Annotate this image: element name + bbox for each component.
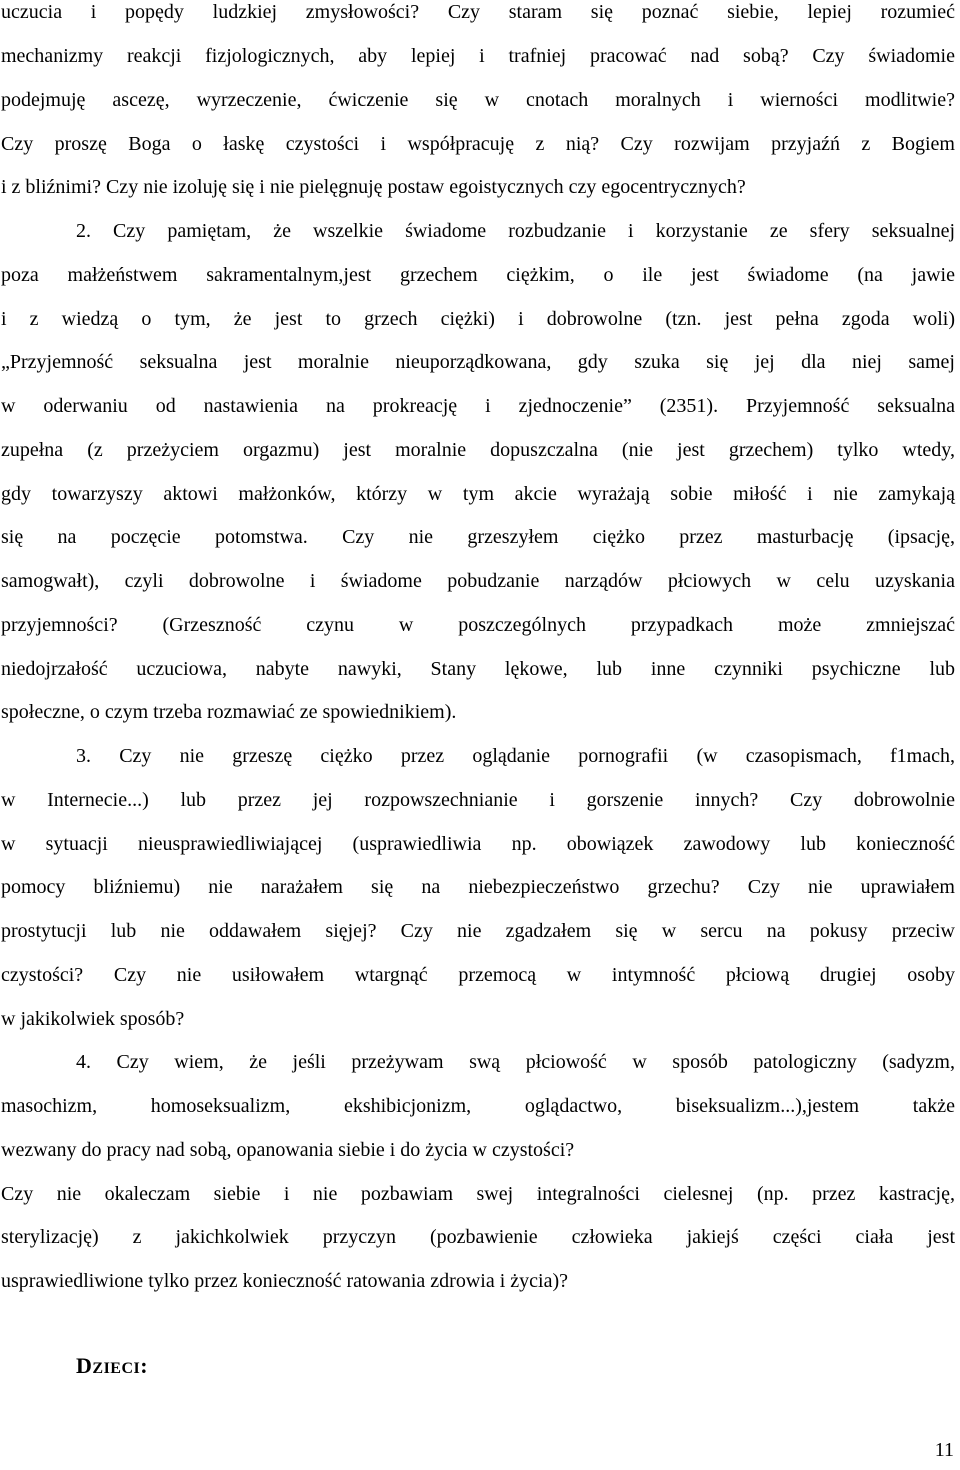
text-line: „Przyjemność seksualna jest moralnie nieuporządkowana, gdy szuka się jej dla niej samej (1, 351, 955, 373)
text-line: 3. Czy nie grzeszę ciężko przez oglądanie pornografii (w czasopismach, f1mach, (76, 745, 955, 767)
text-line: i z bliźnimi? Czy nie izoluję się i nie pielęgnuję postaw egoistycznych czy egocentrycznych? (1, 176, 746, 198)
text-line: w jakikolwiek sposób? (1, 1008, 185, 1030)
text-line: w sytuacji nieusprawiedliwiającej (usprawiedliwia np. obowiązek zawodowy lub konieczność (1, 833, 955, 855)
text-line: 4. Czy wiem, że jeśli przeżywam swą płciowość w sposób patologiczny (sadyzm, (76, 1051, 955, 1073)
text-line: poza małżeństwem sakramentalnym,jest grzechem ciężkim, o ile jest świadome (na jawie (1, 264, 955, 286)
page-number: 11 (934, 1439, 954, 1461)
text-line: usprawiedliwione tylko przez konieczność ratowania zdrowia i życia)? (1, 1270, 568, 1292)
text-line: Czy nie okaleczam siebie i nie pozbawiam swej integralności cielesnej (np. przez kastrację, (1, 1183, 955, 1205)
heading-initial: D (76, 1353, 93, 1378)
section-heading (76, 1352, 148, 1383)
text-line: Czy proszę Boga o łaskę czystości i współpracuję z nią? Czy rozwijam przyjaźń z Bogiem (1, 133, 955, 155)
heading-colon: : (140, 1353, 149, 1378)
heading-rest: ZIECI (92, 1360, 141, 1377)
text-line: czystości? Czy nie usiłowałem wtargnąć przemocą w intymność płciową drugiej osoby (1, 964, 955, 986)
text-line: w oderwaniu od nastawienia na prokreację i zjednoczenie” (2351). Przyjemność seksualna (1, 395, 955, 417)
text-line: niedojrzałość uczuciowa, nabyte nawyki, Stany lękowe, lub inne czynniki psychiczne lub (1, 658, 955, 680)
text-line: uczucia i popędy ludzkiej zmysłowości? Czy staram się poznać siebie, lepiej rozumieć (1, 1, 955, 23)
text-line: sterylizację) z jakichkolwiek przyczyn (pozbawienie człowieka jakiejś części ciała jest (1, 1226, 955, 1248)
text-line: wezwany do pracy nad sobą, opanowania siebie i do życia w czystości? (1, 1139, 575, 1161)
text-line: przyjemności? (Grzeszność czynu w poszczególnych przypadkach może zmniejszać (1, 614, 955, 636)
text-line: społeczne, o czym trzeba rozmawiać ze spowiednikiem). (1, 701, 457, 723)
text-line: w Internecie...) lub przez jej rozpowszechnianie i gorszenie innych? Czy dobrowolnie (1, 789, 955, 811)
text-line: samogwałt), czyli dobrowolne i świadome pobudzanie narządów płciowych w celu uzyskania (1, 570, 955, 592)
text-line: masochizm, homoseksualizm, ekshibicjonizm, oglądactwo, biseksualizm...),jestem także (1, 1095, 955, 1117)
text-line: mechanizmy reakcji fizjologicznych, aby lepiej i trafniej pracować nad sobą? Czy świadomie (1, 45, 955, 67)
text-line: podejmuję ascezę, wyrzeczenie, ćwiczenie się w cnotach moralnych i wierności modlitwie? (1, 89, 955, 111)
text-line: i z wiedzą o tym, że jest to grzech ciężki) i dobrowolne (tzn. jest pełna zgoda woli) (1, 308, 955, 330)
text-line: się na poczęcie potomstwa. Czy nie grzeszyłem ciężko przez masturbację (ipsację, (1, 526, 955, 548)
text-line: pomocy bliźniemu) nie narażałem się na niebezpieczeństwo grzechu? Czy nie uprawiałem (1, 876, 955, 898)
text-line: zupełna (z przeżyciem orgazmu) jest moralnie dopuszczalna (nie jest grzechem) tylko wtedy, (1, 439, 955, 461)
text-line: 2. Czy pamiętam, że wszelkie świadome rozbudzanie i korzystanie ze sfery seksualnej (76, 220, 955, 242)
text-line: prostytucji lub nie oddawałem sięjej? Czy nie zgadzałem się w sercu na pokusy przeciw (1, 920, 955, 942)
text-line: gdy towarzyszy aktowi małżonków, którzy w tym akcie wyrażają sobie miłość i nie zamykają (1, 483, 955, 505)
